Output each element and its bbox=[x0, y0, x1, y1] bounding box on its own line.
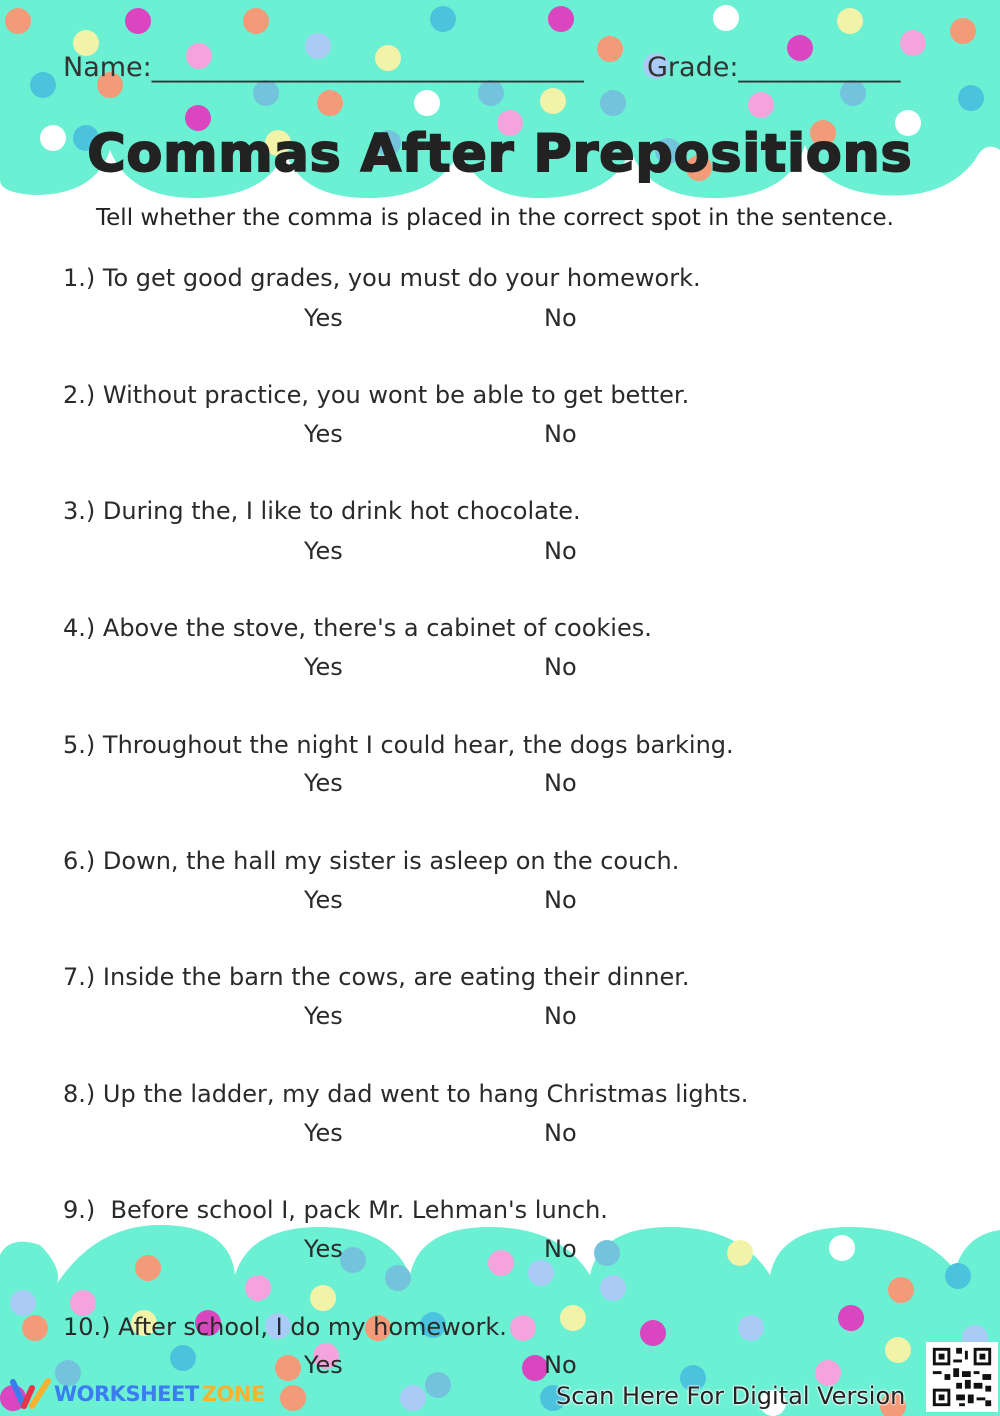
polka-dot bbox=[600, 90, 626, 116]
question-text: Throughout the night I could hear, the dogs barking. bbox=[102, 731, 734, 759]
brand-name-part2: ZONE bbox=[201, 1382, 265, 1406]
answer-no[interactable]: No bbox=[544, 537, 577, 565]
polka-dot bbox=[430, 6, 456, 32]
answer-no[interactable]: No bbox=[544, 1002, 577, 1030]
question-number: 4.) bbox=[63, 614, 96, 642]
polka-dot bbox=[560, 1305, 586, 1331]
question-5 bbox=[63, 731, 734, 759]
polka-dot bbox=[310, 1285, 336, 1311]
question-number: 2.) bbox=[63, 381, 96, 409]
answer-no[interactable]: No bbox=[544, 1235, 577, 1263]
answer-yes[interactable]: Yes bbox=[304, 653, 343, 681]
polka-dot bbox=[640, 1320, 666, 1346]
polka-dot bbox=[713, 5, 739, 31]
polka-dot bbox=[900, 30, 926, 56]
question-8 bbox=[63, 1080, 748, 1108]
question-3 bbox=[63, 497, 581, 525]
answer-no[interactable]: No bbox=[544, 769, 577, 797]
question-text: To get good grades, you must do your homework. bbox=[102, 264, 701, 292]
polka-dot bbox=[748, 92, 774, 118]
answer-yes[interactable]: Yes bbox=[304, 1235, 343, 1263]
question-number: 1.) bbox=[63, 264, 96, 292]
question-number: 10.) bbox=[63, 1313, 111, 1341]
question-number: 7.) bbox=[63, 963, 96, 991]
polka-dot bbox=[528, 1260, 554, 1286]
polka-dot bbox=[5, 8, 31, 34]
answer-no[interactable]: No bbox=[544, 420, 577, 448]
qr-code-graphic bbox=[926, 1342, 998, 1412]
polka-dot bbox=[400, 1385, 426, 1411]
answer-yes[interactable]: Yes bbox=[304, 1119, 343, 1147]
polka-dot bbox=[540, 88, 566, 114]
polka-dot bbox=[170, 1345, 196, 1371]
answer-no[interactable]: No bbox=[544, 1119, 577, 1147]
polka-dot bbox=[548, 6, 574, 32]
polka-dot bbox=[414, 90, 440, 116]
polka-dot bbox=[600, 1275, 626, 1301]
question-text: Up the ladder, my dad went to hang Christmas lights. bbox=[102, 1080, 749, 1108]
polka-dot bbox=[950, 18, 976, 44]
polka-dot bbox=[888, 1277, 914, 1303]
question-10 bbox=[63, 1313, 507, 1341]
polka-dot bbox=[22, 1315, 48, 1341]
worksheetzone-logo[interactable] bbox=[10, 1378, 265, 1410]
question-6 bbox=[63, 847, 679, 875]
polka-dot bbox=[135, 1255, 161, 1281]
polka-dot bbox=[885, 1337, 911, 1363]
polka-dot bbox=[317, 90, 343, 116]
polka-dot bbox=[385, 1265, 411, 1291]
answer-yes[interactable]: Yes bbox=[304, 886, 343, 914]
polka-dot bbox=[280, 1385, 306, 1411]
question-7 bbox=[63, 963, 690, 991]
answer-no[interactable]: No bbox=[544, 304, 577, 332]
question-number: 8.) bbox=[63, 1080, 96, 1108]
polka-dot bbox=[10, 1290, 36, 1316]
question-number: 6.) bbox=[63, 847, 96, 875]
question-4 bbox=[63, 614, 652, 642]
polka-dot bbox=[945, 1263, 971, 1289]
grade-field[interactable]: Grade:____________ bbox=[647, 52, 901, 83]
question-text: After school, I do my homework. bbox=[118, 1313, 507, 1341]
question-2 bbox=[63, 381, 689, 409]
page-title: Commas After Prepositions bbox=[87, 124, 913, 184]
question-number: 5.) bbox=[63, 731, 96, 759]
polka-dot bbox=[488, 1250, 514, 1276]
polka-dot bbox=[738, 1315, 764, 1341]
polka-dot bbox=[30, 72, 56, 98]
polka-dot bbox=[125, 8, 151, 34]
answer-yes[interactable]: Yes bbox=[304, 1351, 343, 1379]
polka-dot bbox=[727, 1240, 753, 1266]
question-text: Down, the hall my sister is asleep on the couch. bbox=[102, 847, 680, 875]
polka-dot bbox=[478, 80, 504, 106]
question-text: Before school I, pack Mr. Lehman's lunch. bbox=[102, 1196, 608, 1224]
question-text: During the, I like to drink hot chocolate. bbox=[102, 497, 581, 525]
question-number: 9.) bbox=[63, 1196, 96, 1224]
logo-w-icon bbox=[10, 1378, 54, 1410]
polka-dot bbox=[597, 36, 623, 62]
question-text: Inside the barn the cows, are eating their dinner. bbox=[102, 963, 690, 991]
question-1 bbox=[63, 264, 701, 292]
polka-dot bbox=[829, 1235, 855, 1261]
polka-dot bbox=[340, 1247, 366, 1273]
answer-yes[interactable]: Yes bbox=[304, 304, 343, 332]
question-text: Above the stove, there's a cabinet of cookies. bbox=[102, 614, 652, 642]
polka-dot bbox=[425, 1372, 451, 1398]
polka-dot bbox=[275, 1355, 301, 1381]
question-text: Without practice, you wont be able to get better. bbox=[102, 381, 690, 409]
answer-no[interactable]: No bbox=[544, 886, 577, 914]
polka-dot bbox=[253, 80, 279, 106]
question-number: 3.) bbox=[63, 497, 96, 525]
polka-dot bbox=[510, 1315, 536, 1341]
polka-dot bbox=[243, 8, 269, 34]
polka-dot bbox=[840, 80, 866, 106]
polka-dot bbox=[594, 1240, 620, 1266]
answer-yes[interactable]: Yes bbox=[304, 420, 343, 448]
answer-yes[interactable]: Yes bbox=[304, 537, 343, 565]
polka-dot bbox=[245, 1275, 271, 1301]
brand-name-part1: WORKSHEET bbox=[54, 1382, 199, 1406]
answer-yes[interactable]: Yes bbox=[304, 1002, 343, 1030]
polka-dot bbox=[837, 8, 863, 34]
answer-no[interactable]: No bbox=[544, 653, 577, 681]
qr-code-icon[interactable] bbox=[926, 1342, 998, 1412]
name-field[interactable]: Name:________________________________ bbox=[63, 52, 584, 83]
instructions: Tell whether the comma is placed in the correct spot in the sentence. bbox=[96, 205, 894, 231]
polka-dot bbox=[958, 85, 984, 111]
scan-caption: Scan Here For Digital Version bbox=[556, 1382, 906, 1410]
answer-yes[interactable]: Yes bbox=[304, 769, 343, 797]
polka-dot bbox=[838, 1305, 864, 1331]
question-9 bbox=[63, 1196, 608, 1224]
answer-no[interactable]: No bbox=[544, 1351, 577, 1379]
